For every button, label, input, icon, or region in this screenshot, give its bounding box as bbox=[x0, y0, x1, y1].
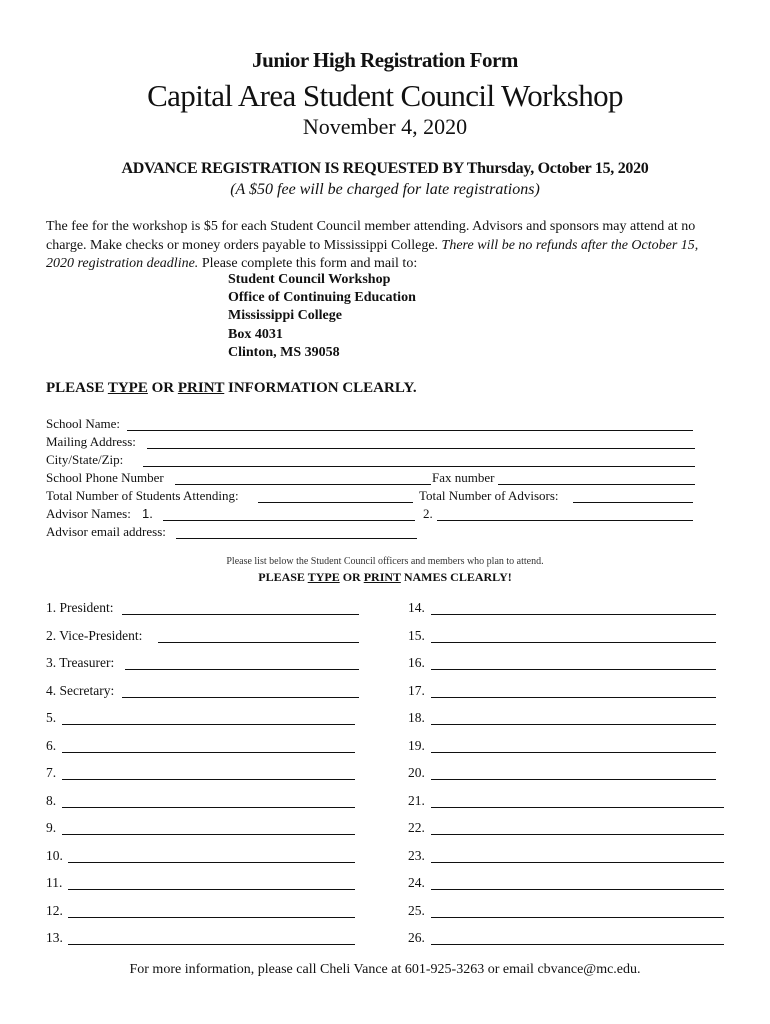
contact-footer: For more information, please call Cheli Vance at 601-925-3263 or email cbvance@mc.edu. bbox=[129, 962, 641, 977]
roster-right-field[interactable] bbox=[431, 917, 724, 918]
print-clearly-instruction bbox=[46, 380, 417, 397]
fax-field[interactable] bbox=[498, 484, 695, 485]
school-phone-field[interactable] bbox=[175, 484, 431, 485]
instruction-text: OR bbox=[147, 380, 178, 396]
roster-right-field[interactable] bbox=[431, 697, 716, 698]
advisor-names-label: Advisor Names: bbox=[46, 506, 131, 521]
roster-left-label: 3. Treasurer: bbox=[46, 655, 115, 670]
instruction-type: TYPE bbox=[107, 380, 148, 396]
roster-left-label: 9. bbox=[46, 820, 57, 835]
intro-paragraph bbox=[46, 218, 728, 274]
school-name-field[interactable] bbox=[127, 430, 693, 431]
form-title: Capital Area Student Council Workshop bbox=[147, 78, 623, 113]
list-note: Please list below the Student Council officers and members who plan to attend. bbox=[226, 556, 544, 567]
total-students-field[interactable] bbox=[258, 502, 413, 503]
roster-right-label: 24. bbox=[408, 875, 425, 890]
mailing-address-block bbox=[228, 271, 416, 362]
roster-left-field[interactable] bbox=[122, 697, 359, 698]
roster-right-field[interactable] bbox=[431, 669, 716, 670]
instruction-print: PRINT bbox=[177, 380, 225, 396]
roster-right-label: 14. bbox=[408, 600, 425, 615]
roster-right-field[interactable] bbox=[431, 642, 716, 643]
roster-right-field[interactable] bbox=[431, 862, 724, 863]
roster-left-label: 1. President: bbox=[46, 600, 114, 615]
roster-right-label: 19. bbox=[408, 737, 425, 753]
roster-right-field[interactable] bbox=[431, 944, 724, 945]
roster-left-field[interactable] bbox=[68, 889, 355, 890]
roster-left-field[interactable] bbox=[68, 917, 355, 918]
roster-right-field[interactable] bbox=[431, 614, 716, 615]
mailing-address-label: Mailing Address: bbox=[46, 434, 136, 449]
roster-right-field[interactable] bbox=[431, 834, 724, 835]
roster-left-field[interactable] bbox=[125, 669, 359, 670]
roster-left-field[interactable] bbox=[62, 752, 355, 753]
list-instruction-text: PLEASE bbox=[258, 570, 308, 584]
instruction-text: INFORMATION CLEARLY. bbox=[224, 380, 417, 396]
form-subtitle: Junior High Registration Form bbox=[252, 48, 518, 72]
roster-left-label: 5. bbox=[46, 710, 57, 725]
refund-policy: There will be no refunds after the October 15, 2020 registration deadline. bbox=[46, 237, 699, 271]
event-date: November 4, 2020 bbox=[302, 114, 468, 139]
instruction-text: PLEASE bbox=[46, 380, 108, 396]
intro-text: The fee for the workshop is $5 for each Student Council member attending. Advisors and sponsors may attend at no charge. Make checks or money orders payable to Mississippi College. bbox=[46, 219, 696, 253]
roster-right-label: 15. bbox=[408, 627, 425, 643]
roster-left-field[interactable] bbox=[62, 779, 355, 780]
roster-right-label: 21. bbox=[408, 792, 425, 808]
address-line: Office of Continuing Education bbox=[228, 290, 416, 306]
roster-right-label: 17. bbox=[408, 682, 425, 698]
roster-left-field[interactable] bbox=[62, 807, 355, 808]
advisor-2-field[interactable] bbox=[437, 520, 693, 521]
school-name-label: School Name: bbox=[46, 416, 121, 431]
roster-left-field[interactable] bbox=[68, 862, 355, 863]
total-advisors-label: Total Number of Advisors: bbox=[419, 488, 559, 503]
roster-left-field[interactable] bbox=[62, 834, 355, 835]
fax-label: Fax number bbox=[432, 470, 495, 485]
list-instruction-print: PRINT bbox=[363, 570, 401, 584]
roster-right-field[interactable] bbox=[431, 752, 716, 753]
list-instruction bbox=[0, 570, 770, 585]
roster-left-field[interactable] bbox=[62, 724, 355, 725]
roster-left-label: 8. bbox=[46, 792, 57, 808]
list-instruction-text: OR bbox=[339, 570, 364, 584]
advisor-2-number: 2. bbox=[423, 506, 433, 521]
advisor-1-field[interactable] bbox=[163, 520, 415, 521]
advisor-email-label: Advisor email address: bbox=[46, 524, 166, 539]
city-state-zip-field[interactable] bbox=[143, 466, 695, 467]
roster-right-label: 23. bbox=[408, 847, 425, 863]
address-line: Mississippi College bbox=[228, 308, 342, 324]
roster-left-label: 4. Secretary: bbox=[46, 682, 115, 698]
roster-left-field[interactable] bbox=[122, 614, 359, 615]
roster-right-field[interactable] bbox=[431, 807, 724, 808]
roster-left-field[interactable] bbox=[68, 944, 355, 945]
late-fee-notice: (A $50 fee will be charged for late registrations) bbox=[230, 181, 540, 198]
roster-right-field[interactable] bbox=[431, 889, 724, 890]
advisor-1-number: 1. bbox=[142, 506, 153, 521]
roster-right-field[interactable] bbox=[431, 724, 716, 725]
roster-left-field[interactable] bbox=[158, 642, 359, 643]
roster-left-label: 13. bbox=[46, 930, 63, 945]
city-state-zip-label: City/State/Zip: bbox=[46, 452, 124, 467]
roster-left-label: 11. bbox=[46, 875, 63, 890]
roster-right-field[interactable] bbox=[431, 779, 716, 780]
advisor-email-field[interactable] bbox=[176, 538, 417, 539]
address-line: Clinton, MS 39058 bbox=[228, 344, 340, 360]
roster-right-label: 26. bbox=[408, 930, 425, 945]
roster-left-label: 7. bbox=[46, 765, 57, 780]
total-students-label: Total Number of Students Attending: bbox=[46, 488, 239, 503]
roster-right-label: 16. bbox=[408, 655, 425, 670]
roster-right-label: 20. bbox=[408, 765, 425, 780]
roster-right-label: 25. bbox=[408, 902, 425, 918]
roster-left-label: 6. bbox=[46, 737, 57, 753]
roster-left-label: 10. bbox=[46, 847, 63, 863]
address-line: Box 4031 bbox=[228, 326, 283, 342]
intro-mail-text: Please complete this form and mail to: bbox=[198, 256, 418, 271]
roster-right-label: 18. bbox=[408, 710, 425, 725]
roster-left-label: 12. bbox=[46, 902, 63, 918]
mailing-address-field[interactable] bbox=[147, 448, 695, 449]
address-line: Student Council Workshop bbox=[228, 272, 391, 287]
list-instruction-type: TYPE bbox=[307, 570, 340, 584]
list-instruction-text: NAMES CLEARLY! bbox=[400, 570, 512, 584]
roster-left-label: 2. Vice-President: bbox=[46, 627, 143, 643]
total-advisors-field[interactable] bbox=[573, 502, 693, 503]
school-phone-label: School Phone Number bbox=[46, 470, 164, 485]
roster-right-label: 22. bbox=[408, 820, 425, 835]
advance-registration-notice: ADVANCE REGISTRATION IS REQUESTED BY Thursday, October 15, 2020 bbox=[121, 160, 649, 177]
